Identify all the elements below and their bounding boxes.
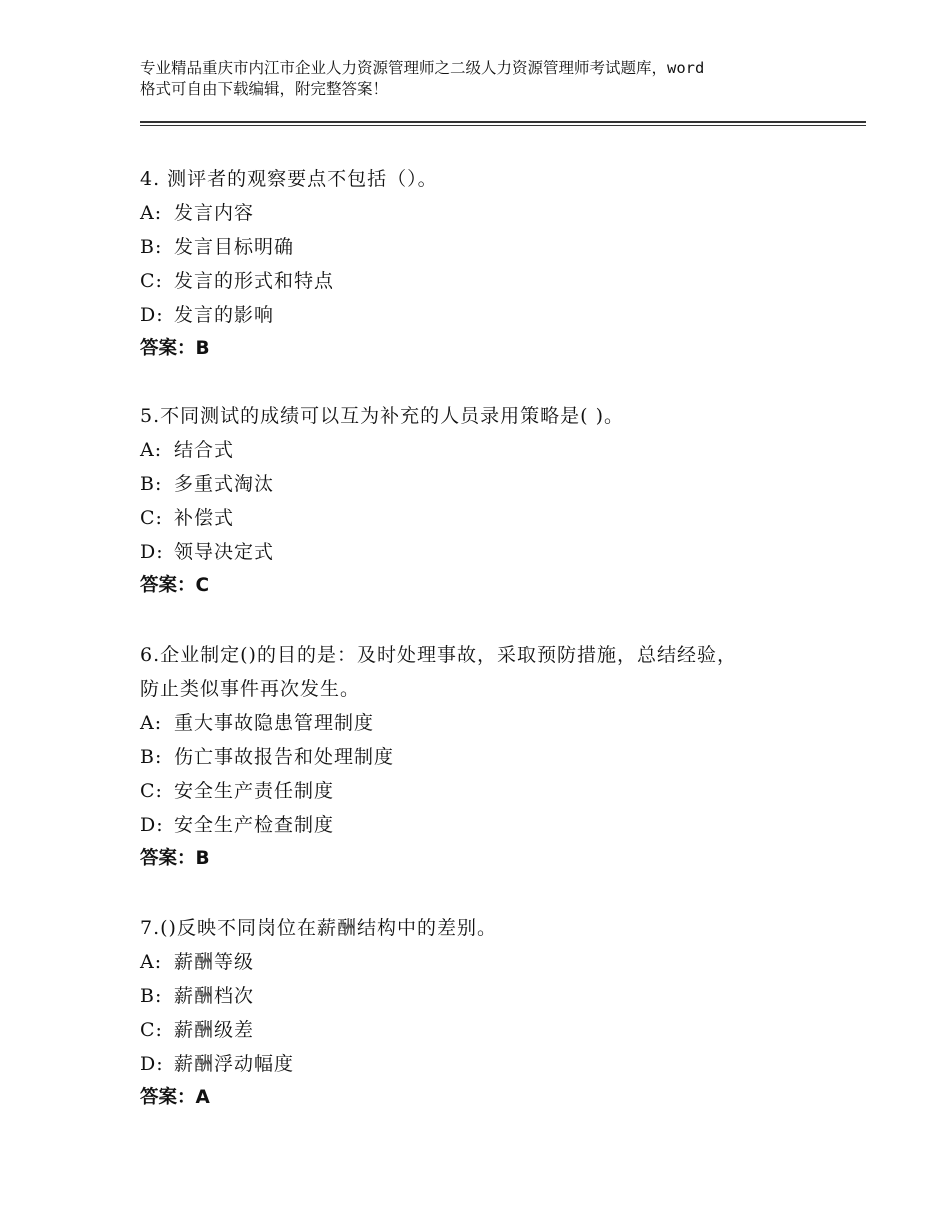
header-line-1: 专业精品重庆市内江市企业人力资源管理师之二级人力资源管理师考试题库，word xyxy=(140,59,705,77)
option-a xyxy=(140,196,840,230)
option-text: 重大事故隐患管理制度 xyxy=(174,712,375,734)
question-5 xyxy=(140,399,840,603)
option-b xyxy=(140,740,840,774)
option-text: 薪酬等级 xyxy=(174,951,255,973)
question-text: 5.不同测试的成绩可以互为补充的人员录用策略是( )。 xyxy=(140,405,624,427)
question-4 xyxy=(140,162,840,366)
option-letter: C: xyxy=(140,1019,163,1041)
option-text: 薪酬级差 xyxy=(174,1019,255,1041)
answer: 答案：B xyxy=(140,338,210,359)
option-a xyxy=(140,433,840,467)
option-c xyxy=(140,774,840,808)
answer: 答案：B xyxy=(140,848,210,869)
question-7 xyxy=(140,911,840,1115)
option-text: 薪酬档次 xyxy=(174,985,255,1007)
answer: 答案：A xyxy=(140,1087,210,1108)
option-letter: B: xyxy=(140,236,163,258)
option-text: 发言的形式和特点 xyxy=(174,270,335,292)
option-letter: A: xyxy=(140,202,163,224)
question-text: 4. 测评者的观察要点不包括（）。 xyxy=(140,168,438,190)
question-text-line-2: 防止类似事件再次发生。 xyxy=(140,678,361,700)
option-c xyxy=(140,1013,840,1047)
answer: 答案：C xyxy=(140,575,210,596)
option-letter: B: xyxy=(140,473,163,495)
option-text: 发言的影响 xyxy=(174,304,275,326)
option-b xyxy=(140,467,840,501)
header-line-2: 格式可自由下载编辑，附完整答案！ xyxy=(140,80,389,98)
option-d xyxy=(140,808,840,842)
document-header xyxy=(140,58,830,100)
option-letter: A: xyxy=(140,712,163,734)
option-text: 发言目标明确 xyxy=(174,236,295,258)
option-d xyxy=(140,1047,840,1081)
option-text: 发言内容 xyxy=(174,202,255,224)
option-a xyxy=(140,945,840,979)
option-d xyxy=(140,535,840,569)
option-letter: C: xyxy=(140,507,163,529)
option-letter: D: xyxy=(140,1053,164,1075)
option-a xyxy=(140,706,840,740)
option-text: 多重式淘汰 xyxy=(174,473,275,495)
option-text: 薪酬浮动幅度 xyxy=(174,1053,295,1075)
question-text-line-1: 6.企业制定()的目的是：及时处理事故，采取预防措施，总结经验， xyxy=(140,644,737,666)
option-text: 伤亡事故报告和处理制度 xyxy=(174,746,395,768)
option-b xyxy=(140,230,840,264)
option-d xyxy=(140,298,840,332)
header-rule-top xyxy=(140,121,866,123)
option-letter: C: xyxy=(140,780,163,802)
option-c xyxy=(140,264,840,298)
question-text: 7.()反映不同岗位在薪酬结构中的差别。 xyxy=(140,917,497,939)
option-letter: A: xyxy=(140,439,163,461)
option-letter: D: xyxy=(140,304,164,326)
option-letter: D: xyxy=(140,814,164,836)
option-c xyxy=(140,501,840,535)
option-letter: D: xyxy=(140,541,164,563)
option-letter: B: xyxy=(140,746,163,768)
option-text: 领导决定式 xyxy=(174,541,275,563)
option-text: 安全生产责任制度 xyxy=(174,780,335,802)
option-letter: A: xyxy=(140,951,163,973)
header-rule-bottom xyxy=(140,125,866,126)
option-letter: C: xyxy=(140,270,163,292)
option-text: 安全生产检查制度 xyxy=(174,814,335,836)
option-b xyxy=(140,979,840,1013)
question-6 xyxy=(140,638,840,876)
option-text: 补偿式 xyxy=(174,507,235,529)
option-text: 结合式 xyxy=(174,439,235,461)
option-letter: B: xyxy=(140,985,163,1007)
